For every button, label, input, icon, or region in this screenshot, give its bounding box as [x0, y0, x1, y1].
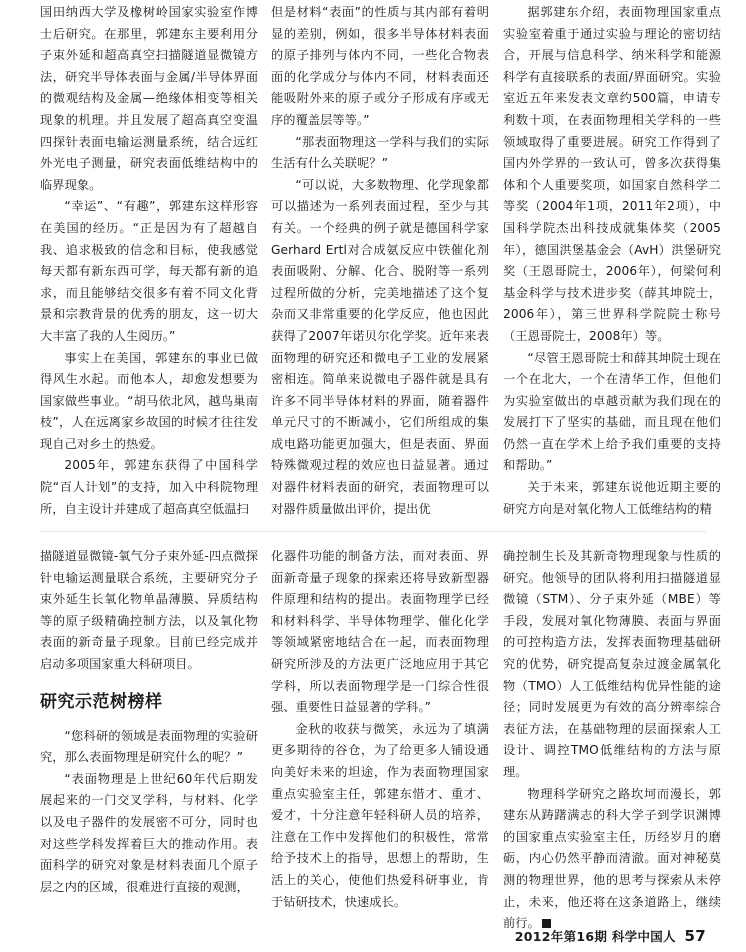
paragraph: 描隧道显微镜-氧气分子束外延-四点微探针电输运测量联合系统，主要研究分子束外延生长氧化物单晶薄膜、异质结构等的原子级精确控制方法，以及氧化物表面的新奇量子现象。目前已经完成并启动多项国家重大科研项目。 [40, 549, 258, 671]
paragraph: “尽管王恩哥院士和薛其坤院士现在一个在北大，一个在清华工作，但他们为实验室做出的卓越贡献为我们现在的发展打下了坚实的基础，而且现在他们仍然一直在学术上给予我们重要的支持和帮助。” [503, 350, 721, 473]
article-column-2-top [271, 2, 489, 520]
paragraph: 国田纳西大学及橡树岭国家实验室作博士后研究。在那里，郭建东主要利用分子束外延和超高真空扫描隧道显微镜方法，研究半导体表面与金属/半导体界面的微观结构及金属—绝缘体相变等相关现象的机理。并且发展了超高真空变温四探针表面电输运测量系统，结合远红外光电子测量，研究表面低维结构中的临界现象。 [40, 5, 258, 192]
paragraph: 关于未来，郭建东说他近期主要的研究方向是对氧化物人工低维结构的精 [503, 480, 721, 516]
paragraph-last [503, 784, 721, 935]
issue-label: 2012年第16期 [514, 929, 608, 944]
paragraph: 金秋的收获与微笑，永远为了填满更多期待的谷仓，为了给更多人铺设通向美好未来的坦途，作为表面物理国家重点实验室主任，郭建东惜才、重才、爱才，十分注意年轻科研人员的培养，注意在工作中发挥他们的积极性，常常给予技术上的指导，思想上的帮助，生活上的关心，使他们热爱科研事业，肯于钻研技术，快速成长。 [271, 721, 489, 909]
article-column-1-top [40, 2, 258, 520]
article-column-2-bottom [271, 546, 489, 913]
section-heading: 研究示范树榜样 [40, 691, 163, 712]
paragraph: “表面物理是上世纪60年代后期发展起来的一门交叉学科，与材料、化学以及电子器件的发展密不可分，同时也对这些学科发挥着巨大的推动作用。表面科学的研究对象是材料表面几个原子层之内的区域，很难进行直接的观测， [40, 771, 258, 894]
page-divider [40, 531, 706, 532]
paragraph: 据郭建东介绍，表面物理国家重点实验室着重于通过实验与理论的密切结合，开展与信息科学、纳米科学和能源科学有直接联系的表面/界面研究。实验室近五年来发表文章约500篇，申请专利数十项，在表面物理相关学科的一些领域取得了重要进展。研究工作得到了国内外学界的一致认可，曾多次获得集体和个人重要奖项，如国家自然科学二等奖（2004年1项，2011年2项），中国科学院杰出科技成就集体奖（2005年），德国洪堡基金会（AvH）洪堡研究奖（王恩哥院士，2006年），何梁何利基金科学与技术进步奖（薛其坤院士，2006年），第三世界科学院院士称号（王恩哥院士，2008年）等。 [503, 5, 721, 343]
paragraph: 化器件功能的制备方法，而对表面、界面新奇量子现象的探索还将导致新型器件原理和结构的提出。表面物理学已经和材料科学、半导体物理学、催化化学等领域紧密地结合在一起，而表面物理研究所涉及的方法更广泛地应用于其它学科，所以表面物理学是一门综合性很强、重要性日益显著的学科。” [271, 549, 489, 715]
magazine-name: 科学中国人 [611, 929, 676, 944]
paragraph: “那表面物理这一学科与我们的实际生活有什么关联呢？” [271, 134, 489, 171]
paragraph: “幸运”、“有趣”，郭建东这样形容在美国的经历。“正是因为有了超越自我、追求极致的信念和目标，使我感觉每天都有新东西可学，每天都有新的追求，而且能够结交很多有着不同文化背景和宗教背景的优秀的朋友，这一切大大丰富了我的人生阅历。” [40, 199, 258, 343]
paragraph-text: 物理科学研究之路坎坷而漫长，郭建东从踌躇满志的科大学子到学识渊博的国家重点实验室主任，历经岁月的磨砺，内心仍然平静而清澈。面对神秘莫测的物理世界，他的思考与探索从未停止，未来，他还将在这条道路上，继续前行。 [503, 786, 721, 931]
paragraph: 事实上在美国，郭建东的事业已做得风生水起。而他本人，却愈发想要为国家做些事业。“胡马依北风，越鸟巢南枝”，人在远离家乡故国的时候才往往发现自己对乡土的热爱。 [40, 350, 258, 451]
page-number: 57 [684, 927, 706, 945]
paragraph: 确控制生长及其新奇物理现象与性质的研究。他领导的团队将利用扫描隧道显微镜（STM）、分子束外延（MBE）等手段，发展对氧化物薄膜、表面与界面的可控构造方法，发挥表面物理基础研究的优势，研究提高复杂过渡金属氧化物（TMO）人工低维结构优异性能的途径；同时发展更为有效的高分辨率综合表征方法，在基础物理的层面探索人工设计、调控TMO低维结构的方法与原理。 [503, 549, 721, 779]
page-footer [515, 927, 706, 945]
paragraph: “您科研的领域是表面物理的实验研究，那么表面物理是研究什么的呢？” [40, 728, 258, 765]
paragraph: “可以说，大多数物理、化学现象都可以描述为一系列表面过程，至少与其有关。一个经典的例子就是德国科学家Gerhard Ertl对合成氨反应中铁催化剂表面吸附、分解、化合、脱附等一系列过程所做的分析，完美地描述了这个复杂而又非常重要的化学反应，他也因此获得了2007年诺贝尔化学奖。近年来表面物理的研究还和微电子工业的发展紧密相连。简单来说微电子器件就是具有许多不同半导体材料的界面，随着器件单元尺寸的不断减小，它们所组成的集成电路功能更加强大，但是表面、界面特殊微观过程的效应也日益显著。通过对器件材料表面的研究，表面物理可以对器件质量做出评价，提出优 [271, 177, 489, 516]
article-column-1-bottom [40, 546, 258, 898]
article-column-3-bottom [503, 546, 721, 935]
paragraph: 但是材料“表面”的性质与其内部有着明显的差别，例如，很多半导体材料表面的原子排列与体内不同，一些化合物表面的化学成分与体内不同，材料表面还能吸附外来的原子或分子形成有序或无序的覆盖层等等。” [271, 5, 489, 127]
article-column-3-top [503, 2, 721, 520]
paragraph: 2005年，郭建东获得了中国科学院“百人计划”的支持，加入中科院物理所，自主设计并建成了超高真空低温扫 [40, 458, 258, 516]
